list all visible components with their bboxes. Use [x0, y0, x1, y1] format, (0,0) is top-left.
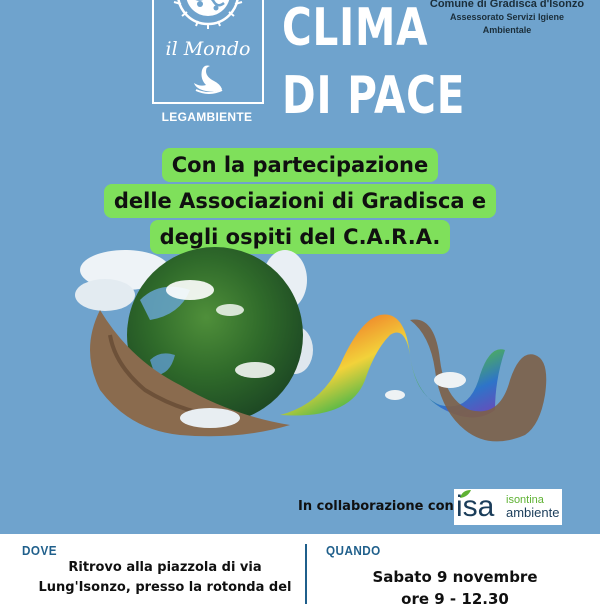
collaboration-label: In collaborazione con — [298, 499, 454, 514]
legambiente-logo — [152, 0, 264, 104]
where-details — [30, 558, 300, 598]
info-divider — [305, 544, 307, 604]
legambiente-name: LEGAMBIENTE — [161, 110, 253, 124]
organizer-block — [422, 0, 592, 37]
swan-icon — [192, 64, 226, 94]
sun-globe-icon — [172, 0, 244, 34]
organizer-name: Comune di Gradisca d'Isonzo — [429, 0, 585, 10]
title-line-2: DI PACE — [282, 66, 466, 126]
where-label: DOVE — [22, 543, 57, 558]
where-line-1: Ritrovo alla piazzola di via — [68, 560, 262, 575]
isa-logo-bottom: ambiente — [506, 505, 560, 520]
when-line-1: Sabato 9 novembre — [372, 568, 538, 586]
banner-line-2: delle Associazioni di Gradisca e — [104, 184, 496, 218]
isa-logo-main: isa — [456, 490, 495, 523]
isa-logo-top: isontina — [506, 494, 544, 506]
earth-illustration — [0, 240, 600, 450]
title-line-1: CLIMA — [282, 0, 429, 58]
when-label: QUANDO — [326, 543, 381, 558]
where-line-2: Lung'Isonzo, presso la rotonda del — [38, 580, 292, 595]
when-details — [330, 566, 580, 610]
organizer-dept-1: Assessorato Servizi Igiene — [449, 12, 565, 22]
banner-line-3: degli ospiti del C.A.R.A. — [150, 220, 451, 254]
event-info — [0, 534, 600, 608]
banner-line-1: Con la partecipazione — [162, 148, 439, 182]
logo-caption: il Mondo — [165, 38, 251, 60]
isa-logo — [454, 489, 562, 525]
when-line-2: ore 9 - 12.30 — [401, 590, 509, 608]
organizer-dept-2: Ambientale — [482, 25, 532, 35]
